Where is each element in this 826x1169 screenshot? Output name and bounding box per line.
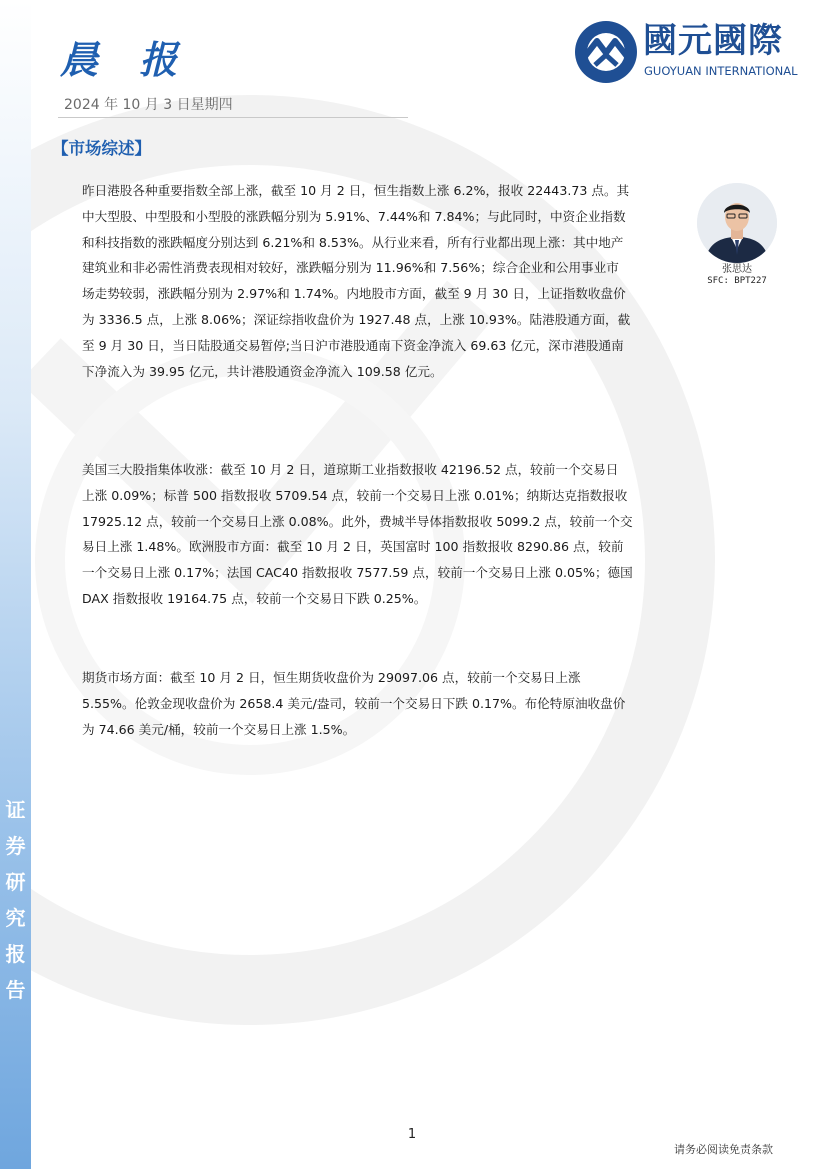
text-line: 美国三大股指集体收涨：截至 10 月 2 日，道琼斯工业指数报收 42196.52 点，较前一个交易日 [82, 462, 619, 477]
text-line: 上涨 0.09%；标普 500 指数报收 5709.54 点，较前一个交易日上涨 0.01%；纳斯达克指数报收 [82, 487, 628, 503]
section-heading: 【市场综述】 [52, 139, 151, 158]
paragraph-futures-market [82, 665, 682, 742]
logo-chinese-name: 國元國際 [643, 21, 783, 61]
side-band [0, 0, 31, 1169]
text-line: DAX 指数报收 19164.75 点，较前一个交易日下跌 0.25%。 [82, 590, 427, 606]
disclaimer-note: 请务必阅读免责条款 [674, 1143, 773, 1156]
side-band-char: 告 [5, 978, 26, 1002]
text-line: 下净流入为 39.95 亿元，共计港股通资金净流入 109.58 亿元。 [82, 363, 443, 379]
text-line: 易日上涨 1.48%。欧洲股市方面：截至 10 月 2 日，英国富时 100 指数报收 8290.86 点，较前 [82, 539, 624, 555]
logo-english-name: GUOYUAN INTERNATIONAL [644, 64, 798, 78]
side-band-char: 券 [5, 834, 26, 858]
side-band-char: 研 [5, 870, 26, 894]
analyst-license: SFC: BPT227 [707, 276, 767, 286]
side-band-label [0, 792, 31, 1008]
text-line: 中大型股、中型股和小型股的涨跌幅分别为 5.91%、7.44%和 7.84%；与此同时，中资企业指数 [82, 208, 626, 224]
company-logo [573, 17, 813, 87]
text-line: 昨日港股各种重要指数全部上涨，截至 10 月 2 日，恒生指数上涨 6.2%，报收 22443.73 点。其 [82, 183, 630, 198]
report-title: 晨 报 [60, 38, 192, 82]
analyst-name: 张思达 [722, 264, 752, 275]
paragraph-us-europe-market [82, 457, 682, 612]
text-line: 和科技指数的涨跌幅度分别达到 6.21%和 8.53%。从行业来看，所有行业都出现上涨：其中地产 [82, 234, 624, 250]
text-line: 一个交易日上涨 0.17%；法国 CAC40 指数报收 7577.59 点，较前一个交易日上涨 0.05%；德国 [82, 565, 633, 581]
text-line: 为 3336.5 点，上涨 8.06%；深证综指收盘价为 1927.48 点，上涨 10.93%。陆港股通方面，截 [82, 311, 631, 327]
text-line: 期货市场方面：截至 10 月 2 日，恒生期货收盘价为 29097.06 点，较前一个交易日上涨 [82, 670, 581, 685]
text-line: 场走势较弱，涨跌幅分别为 2.97%和 1.74%。内地股市方面，截至 9 月 30 日，上证指数收盘价 [82, 286, 626, 302]
logo-mark-icon [573, 19, 639, 85]
side-band-char: 证 [5, 798, 26, 822]
text-line: 建筑业和非必需性消费表现相对较好，涨跌幅分别为 11.96%和 7.56%；综合企业和公用事业市 [82, 260, 619, 276]
analyst-photo-icon [697, 183, 777, 263]
side-band-char: 报 [5, 942, 26, 966]
text-line: 5.55%。伦敦金现收盘价为 2658.4 美元/盎司，较前一个交易日下跌 0.17%。布伦特原油收盘价 [82, 695, 626, 711]
paragraph-hk-market [82, 178, 682, 384]
text-line: 至 9 月 30 日，当日陆股通交易暂停;当日沪市港股通南下资金净流入 69.63 亿元，深市港股通南 [82, 337, 624, 353]
report-date: 2024 年 10 月 3 日星期四 [64, 97, 233, 113]
analyst-avatar [697, 183, 777, 263]
text-line: 为 74.66 美元/桶，较前一个交易日上涨 1.5%。 [82, 721, 356, 737]
header-divider [58, 117, 408, 118]
page-number: 1 [407, 1127, 417, 1142]
text-line: 17925.12 点，较前一个交易日上涨 0.08%。此外，费城半导体指数报收 5099.2 点，较前一个交 [82, 513, 633, 529]
side-band-char: 究 [5, 906, 26, 930]
